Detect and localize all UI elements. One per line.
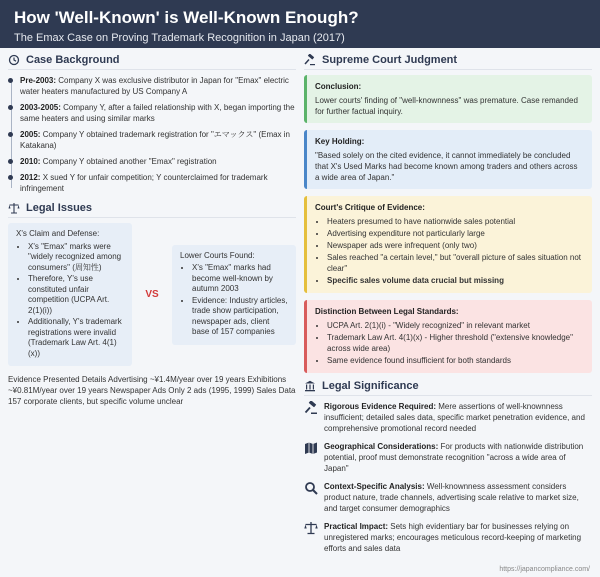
distinction-title: Distinction Between Legal Standards: xyxy=(315,307,459,316)
list-item: • Trademark Law Art. 4(1)(x) - Higher threshold ("extensive knowledge" across wide area) xyxy=(327,332,584,354)
list-item: • Advertising expenditure not particularly large xyxy=(327,228,584,239)
list-item: • Sales reached "a certain level," but "overall picture of sales situation not clear" xyxy=(327,252,584,274)
timeline-item: 2003-2005: Company Y, after a failed relationship with X, began importing the same heaters and using similar marks xyxy=(20,103,295,123)
critique-title: Court's Critique of Evidence: xyxy=(315,203,425,212)
list-item: • X's "Emax" marks were "widely recognized among consumers" (周知性) xyxy=(28,242,124,274)
timeline-item: Pre-2003: Company X was exclusive distributor in Japan for "Emax" electric water heaters manufactured by US Company A xyxy=(20,75,296,97)
issues-comparison xyxy=(8,223,296,366)
distinction-box xyxy=(304,300,592,373)
left-column xyxy=(8,54,296,407)
right-column xyxy=(304,54,592,561)
significance-item: Geographical Considerations: For products with nationwide distribution potential, proof must demonstrate recognition "across a wide area of Japan" xyxy=(304,441,592,474)
conclusion-title: Conclusion: xyxy=(315,82,362,91)
page-title: How 'Well-Known' is Well-Known Enough? xyxy=(14,8,359,27)
list-item: • X's "Emax" marks had become well-known by autumn 2003 xyxy=(192,263,288,295)
lower-courts-box xyxy=(172,245,296,345)
lower-courts-heading: Lower Courts Found: xyxy=(180,250,255,260)
list-item: • Additionally, Y's trademark registrations were invalid (Trademark Law Art. 4(1)(x)) xyxy=(28,317,124,359)
balance-scale-icon xyxy=(304,521,318,535)
gavel-icon xyxy=(304,54,316,66)
gavel-icon xyxy=(304,401,318,415)
evidence-details: Evidence Presented Details Advertising ~¥1.4M/year over 19 years Exhibitions ~¥0.81M/year over 19 years Newspaper Ads Only 2 ads (1995, 1999) Sales Data 157 corporate clients, but specific volume unclear xyxy=(8,375,296,406)
map-icon xyxy=(304,441,318,455)
magnifier-icon xyxy=(304,481,318,495)
case-background-title: Case Background xyxy=(8,54,296,70)
key-holding-title: Key Holding: xyxy=(315,137,365,146)
timeline xyxy=(8,75,296,194)
list-item: • Heaters presumed to have nationwide sales potential xyxy=(327,216,584,227)
key-holding-box xyxy=(304,130,592,189)
list-item: • Specific sales volume data crucial but missing xyxy=(327,275,584,286)
x-claim-heading: X's Claim and Defense: xyxy=(16,229,100,238)
legal-significance-title: Legal Significance xyxy=(304,380,592,396)
list-item: • Therefore, Y's use constituted unfair competition (UCPA Art. 2(1)(i)) xyxy=(28,274,124,316)
supreme-court-title: Supreme Court Judgment xyxy=(304,54,592,70)
timeline-item: 2010: Company Y obtained another "Emax" registration xyxy=(20,156,296,167)
case-background-section xyxy=(8,54,296,194)
list-item: • Evidence: Industry articles, trade show participation, newspaper ads, client base of 157 companies xyxy=(192,296,288,338)
header xyxy=(0,0,600,48)
conclusion-text: Lower courts' finding of "well-knownness" was premature. Case remanded for further factual inquiry. xyxy=(315,96,578,116)
legal-issues-section xyxy=(8,202,296,407)
list-item: • Same evidence found insufficient for both standards xyxy=(327,355,584,366)
significance-item: Context-Specific Analysis: Well-knownness assessment considers product nature, trade channels, advertising scale relative to market size, and target consumer demographics xyxy=(304,481,592,514)
timeline-item: 2005: Company Y obtained trademark registration for "エマックス" (Emax in Katakana) xyxy=(20,129,296,151)
x-claim-box xyxy=(8,223,132,366)
list-item: • Newspaper ads were infrequent (only two) xyxy=(327,240,584,251)
vs-label: VS xyxy=(145,289,159,300)
footer-url: https://japancompliance.com/ xyxy=(499,566,590,573)
timeline-item: 2012: X sued Y for unfair competition; Y counterclaimed for trademark infringement xyxy=(20,172,296,194)
critique-box xyxy=(304,196,592,293)
content xyxy=(0,48,600,577)
list-item: • UCPA Art. 2(1)(i) - "Widely recognized" in relevant market xyxy=(327,320,584,331)
significance-item: Practical Impact: Sets high evidentiary bar for businesses relying on unregistered marks; encourages meticulous record-keeping of marketing efforts and sales data xyxy=(304,521,592,554)
significance-item: Rigorous Evidence Required: Mere assertions of well-knownness insufficient; detailed sales data, specific market penetration evidence, and comprehensive promotional record needed xyxy=(304,401,592,434)
page-subtitle: The Emax Case on Proving Trademark Recognition in Japan (2017) xyxy=(14,32,345,44)
scales-icon xyxy=(8,202,20,214)
legal-issues-title: Legal Issues xyxy=(8,202,296,218)
key-holding-text: "Based solely on the cited evidence, it cannot immediately be concluded that X's Used Marks had become known among traders and others across a wide area of Japan." xyxy=(315,151,578,182)
history-icon xyxy=(8,54,20,66)
institution-icon xyxy=(304,380,316,392)
conclusion-box xyxy=(304,75,592,123)
